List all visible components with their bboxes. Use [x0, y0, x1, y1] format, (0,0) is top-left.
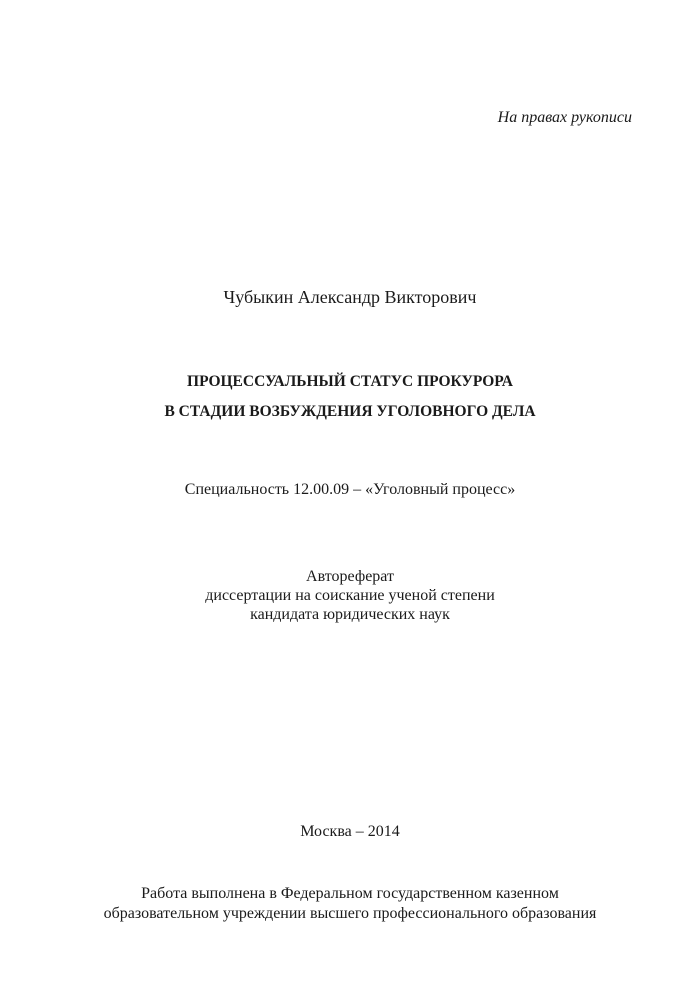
abstract-line-1: Автореферат — [306, 568, 394, 585]
title-line-1: ПРОЦЕССУАЛЬНЫЙ СТАТУС ПРОКУРОРА — [187, 373, 513, 390]
institution-note — [0, 884, 700, 924]
manuscript-note: На правах рукописи — [497, 109, 632, 126]
institution-line-2: образовательном учреждении высшего профессионального образования — [103, 905, 597, 922]
abstract-line-3: кандидата юридических наук — [250, 606, 450, 623]
title-line-2: В СТАДИИ ВОЗБУЖДЕНИЯ УГОЛОВНОГО ДЕЛА — [164, 403, 536, 420]
abstract-line-2: диссертации на соискание ученой степени — [205, 587, 495, 604]
abstract-description — [0, 567, 700, 624]
city-year: Москва – 2014 — [300, 823, 400, 840]
institution-line-1: Работа выполнена в Федеральном государственном казенном — [141, 885, 559, 902]
specialty-line: Специальность 12.00.09 – «Уголовный процесс» — [184, 481, 516, 498]
author-name: Чубыкин Александр Викторович — [223, 287, 477, 307]
dissertation-title — [0, 367, 700, 427]
